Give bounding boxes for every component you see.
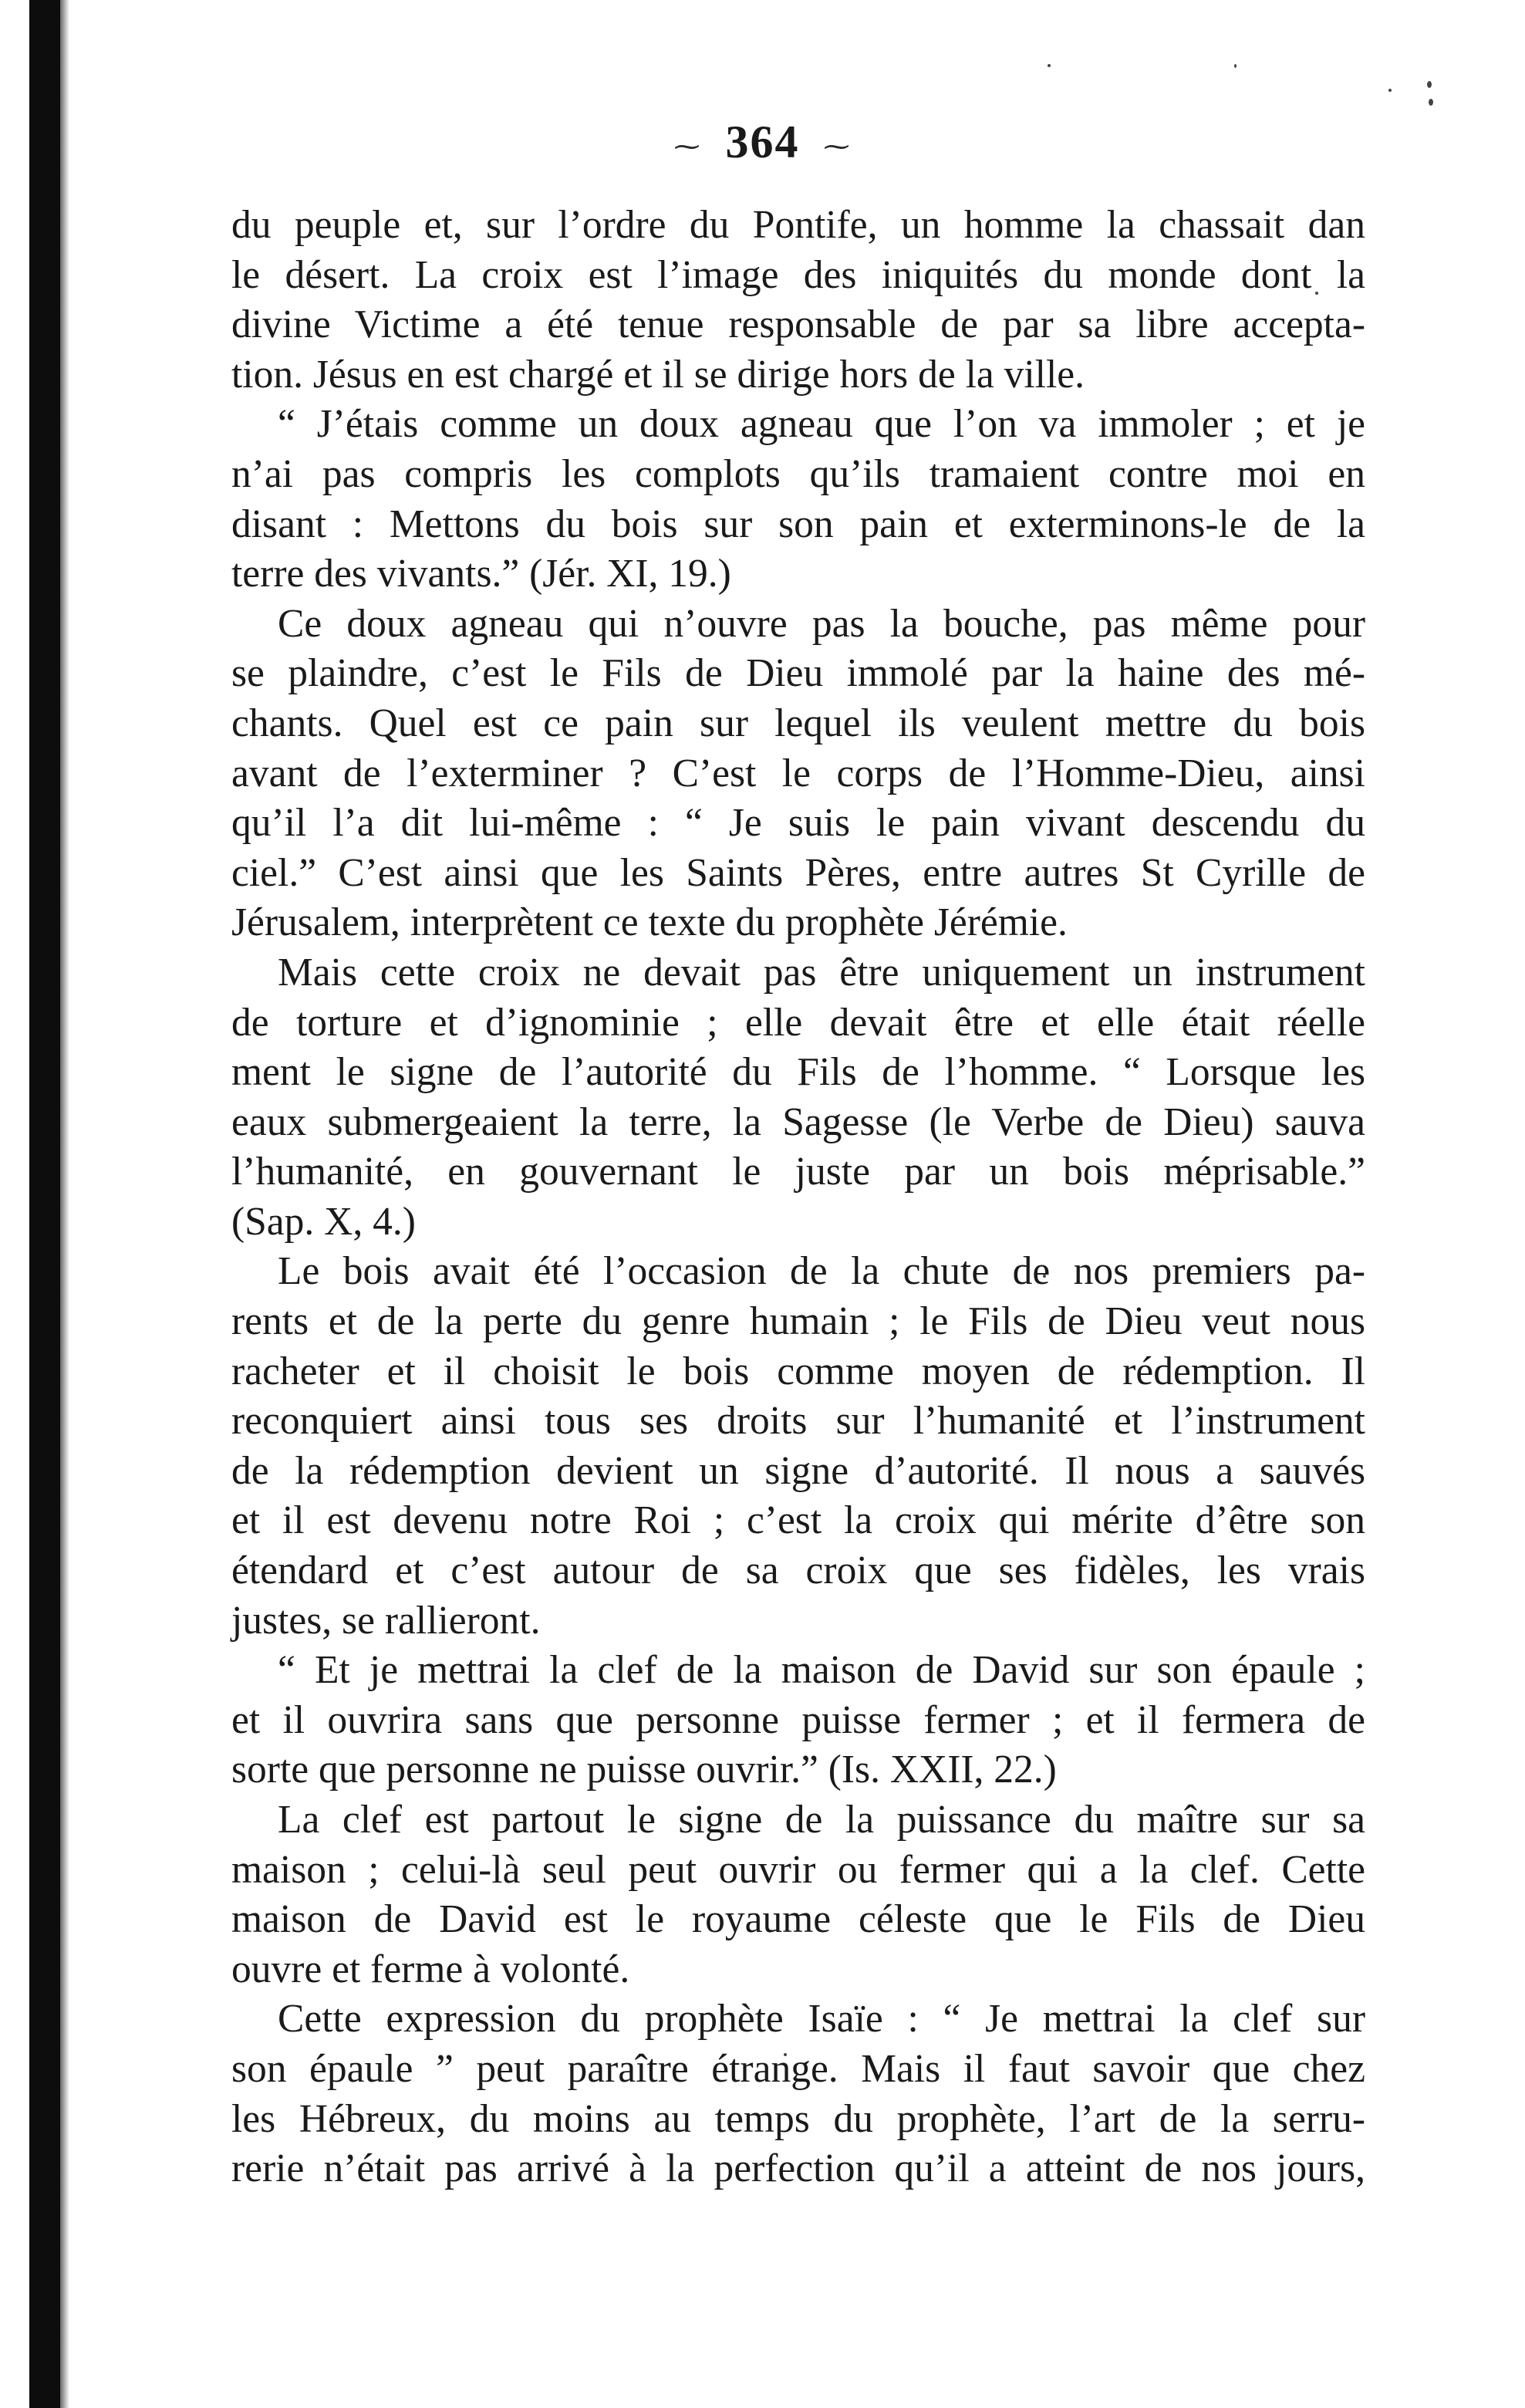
scan-speck bbox=[1234, 64, 1237, 68]
text-line: chants. Quel est ce pain sur lequel ils veulent mettre du bois bbox=[231, 701, 1365, 745]
text-line: maison ; celui-là seul peut ouvrir ou fermer qui a la clef. Cette bbox=[231, 1847, 1365, 1892]
text-line: les Hébreux, du moins au temps du prophète, l’art de la serru- bbox=[231, 2096, 1365, 2141]
text-line: tion. Jésus en est chargé et il se dirige hors de la ville. bbox=[231, 352, 1085, 397]
page-number: 364 bbox=[725, 117, 800, 167]
scan-binding-edge bbox=[29, 0, 60, 2408]
text-line: n’ai pas compris les complots qu’ils tramaient contre moi en bbox=[231, 451, 1365, 496]
text-line: “ Et je mettrai la clef de la maison de David sur son épaule ; bbox=[278, 1648, 1365, 1693]
ornament-left: ⁓ bbox=[673, 133, 702, 162]
scan-speck bbox=[1429, 99, 1433, 106]
scan-speck bbox=[1388, 89, 1392, 92]
text-line: Mais cette croix ne devait pas être uniquement un instrument bbox=[278, 950, 1365, 995]
text-line: Ce doux agneau qui n’ouvre pas la bouche, pas même pour bbox=[278, 601, 1365, 646]
text-line: La clef est partout le signe de la puissance du maître sur sa bbox=[278, 1798, 1365, 1842]
text-line: justes, se rallieront. bbox=[231, 1598, 541, 1643]
text-line: terre des vivants.” (Jér. XI, 19.) bbox=[231, 552, 731, 596]
text-line: reconquiert ainsi tous ses droits sur l’humanité et l’instrument bbox=[231, 1399, 1365, 1444]
text-line: eaux submergeaient la terre, la Sagesse (le Verbe de Dieu) sauva bbox=[231, 1099, 1365, 1144]
text-line: de la rédemption devient un signe d’autorité. Il nous a sauvés bbox=[231, 1448, 1365, 1493]
text-line: divine Victime a été tenue responsable de par sa libre accepta- bbox=[231, 302, 1365, 347]
text-line: “ J’étais comme un doux agneau que l’on va immoler ; et je bbox=[278, 402, 1365, 447]
text-line: ciel.” C’est ainsi que les Saints Pères, entre autres St Cyrille de bbox=[231, 850, 1365, 895]
scan-speck bbox=[1048, 64, 1051, 67]
text-line: étendard et c’est autour de sa croix que ses fidèles, les vrais bbox=[231, 1548, 1365, 1593]
text-line: du peuple et, sur l’ordre du Pontife, un homme la chassait dan bbox=[231, 203, 1365, 247]
text-line: Le bois avait été l’occasion de la chute de nos premiers pa- bbox=[278, 1249, 1365, 1294]
text-line: Jérusalem, interprètent ce texte du prophète Jérémie. bbox=[231, 900, 1068, 945]
text-line: rents et de la perte du genre humain ; le Fils de Dieu veut nous bbox=[231, 1299, 1365, 1344]
text-line: ment le signe de l’autorité du Fils de l’homme. “ Lorsque les bbox=[231, 1050, 1365, 1095]
text-line: racheter et il choisit le bois comme moyen de rédemption. Il bbox=[231, 1349, 1365, 1393]
scan-speck bbox=[1427, 81, 1432, 88]
body-text bbox=[231, 201, 1365, 2194]
text-line: sorte que personne ne puisse ouvrir.” (Is. XXII, 22.) bbox=[231, 1748, 1057, 1792]
text-line: rerie n’était pas arrivé à la perfection qu’il a atteint de nos jours, bbox=[231, 2146, 1365, 2191]
text-line: disant : Mettons du bois sur son pain et exterminons-le de la bbox=[231, 502, 1365, 546]
text-line: l’humanité, en gouvernant le juste par un bois méprisable.” bbox=[231, 1150, 1365, 1194]
text-line: et il ouvrira sans que personne puisse fermer ; et il fermera de bbox=[231, 1697, 1365, 1742]
text-line: de torture et d’ignominie ; elle devait être et elle était réelle bbox=[231, 1000, 1365, 1045]
text-line: Cette expression du prophète Isaïe : “ Je mettrai la clef sur bbox=[278, 1997, 1365, 2042]
text-line: ouvre et ferme à volonté. bbox=[231, 1947, 630, 1991]
text-line: avant de l’exterminer ? C’est le corps de l’Homme-Dieu, ainsi bbox=[231, 751, 1365, 795]
text-line: et il est devenu notre Roi ; c’est la croix qui mérite d’être son bbox=[231, 1498, 1365, 1543]
ornament-right: ⁓ bbox=[823, 133, 852, 162]
page-header bbox=[0, 116, 1525, 169]
text-line: le désert. La croix est l’image des iniquités du monde dont la bbox=[231, 252, 1365, 297]
text-line: son épaule ” peut paraître étrange. Mais il faut savoir que chez bbox=[231, 2046, 1365, 2091]
text-line: se plaindre, c’est le Fils de Dieu immolé par la haine des mé- bbox=[231, 651, 1365, 696]
text-line: (Sap. X, 4.) bbox=[231, 1199, 416, 1244]
scan-binding-shadow bbox=[60, 0, 69, 2408]
text-line: maison de David est le royaume céleste que le Fils de Dieu bbox=[231, 1897, 1365, 1942]
text-line: qu’il l’a dit lui-même : “ Je suis le pain vivant descendu du bbox=[231, 801, 1365, 846]
